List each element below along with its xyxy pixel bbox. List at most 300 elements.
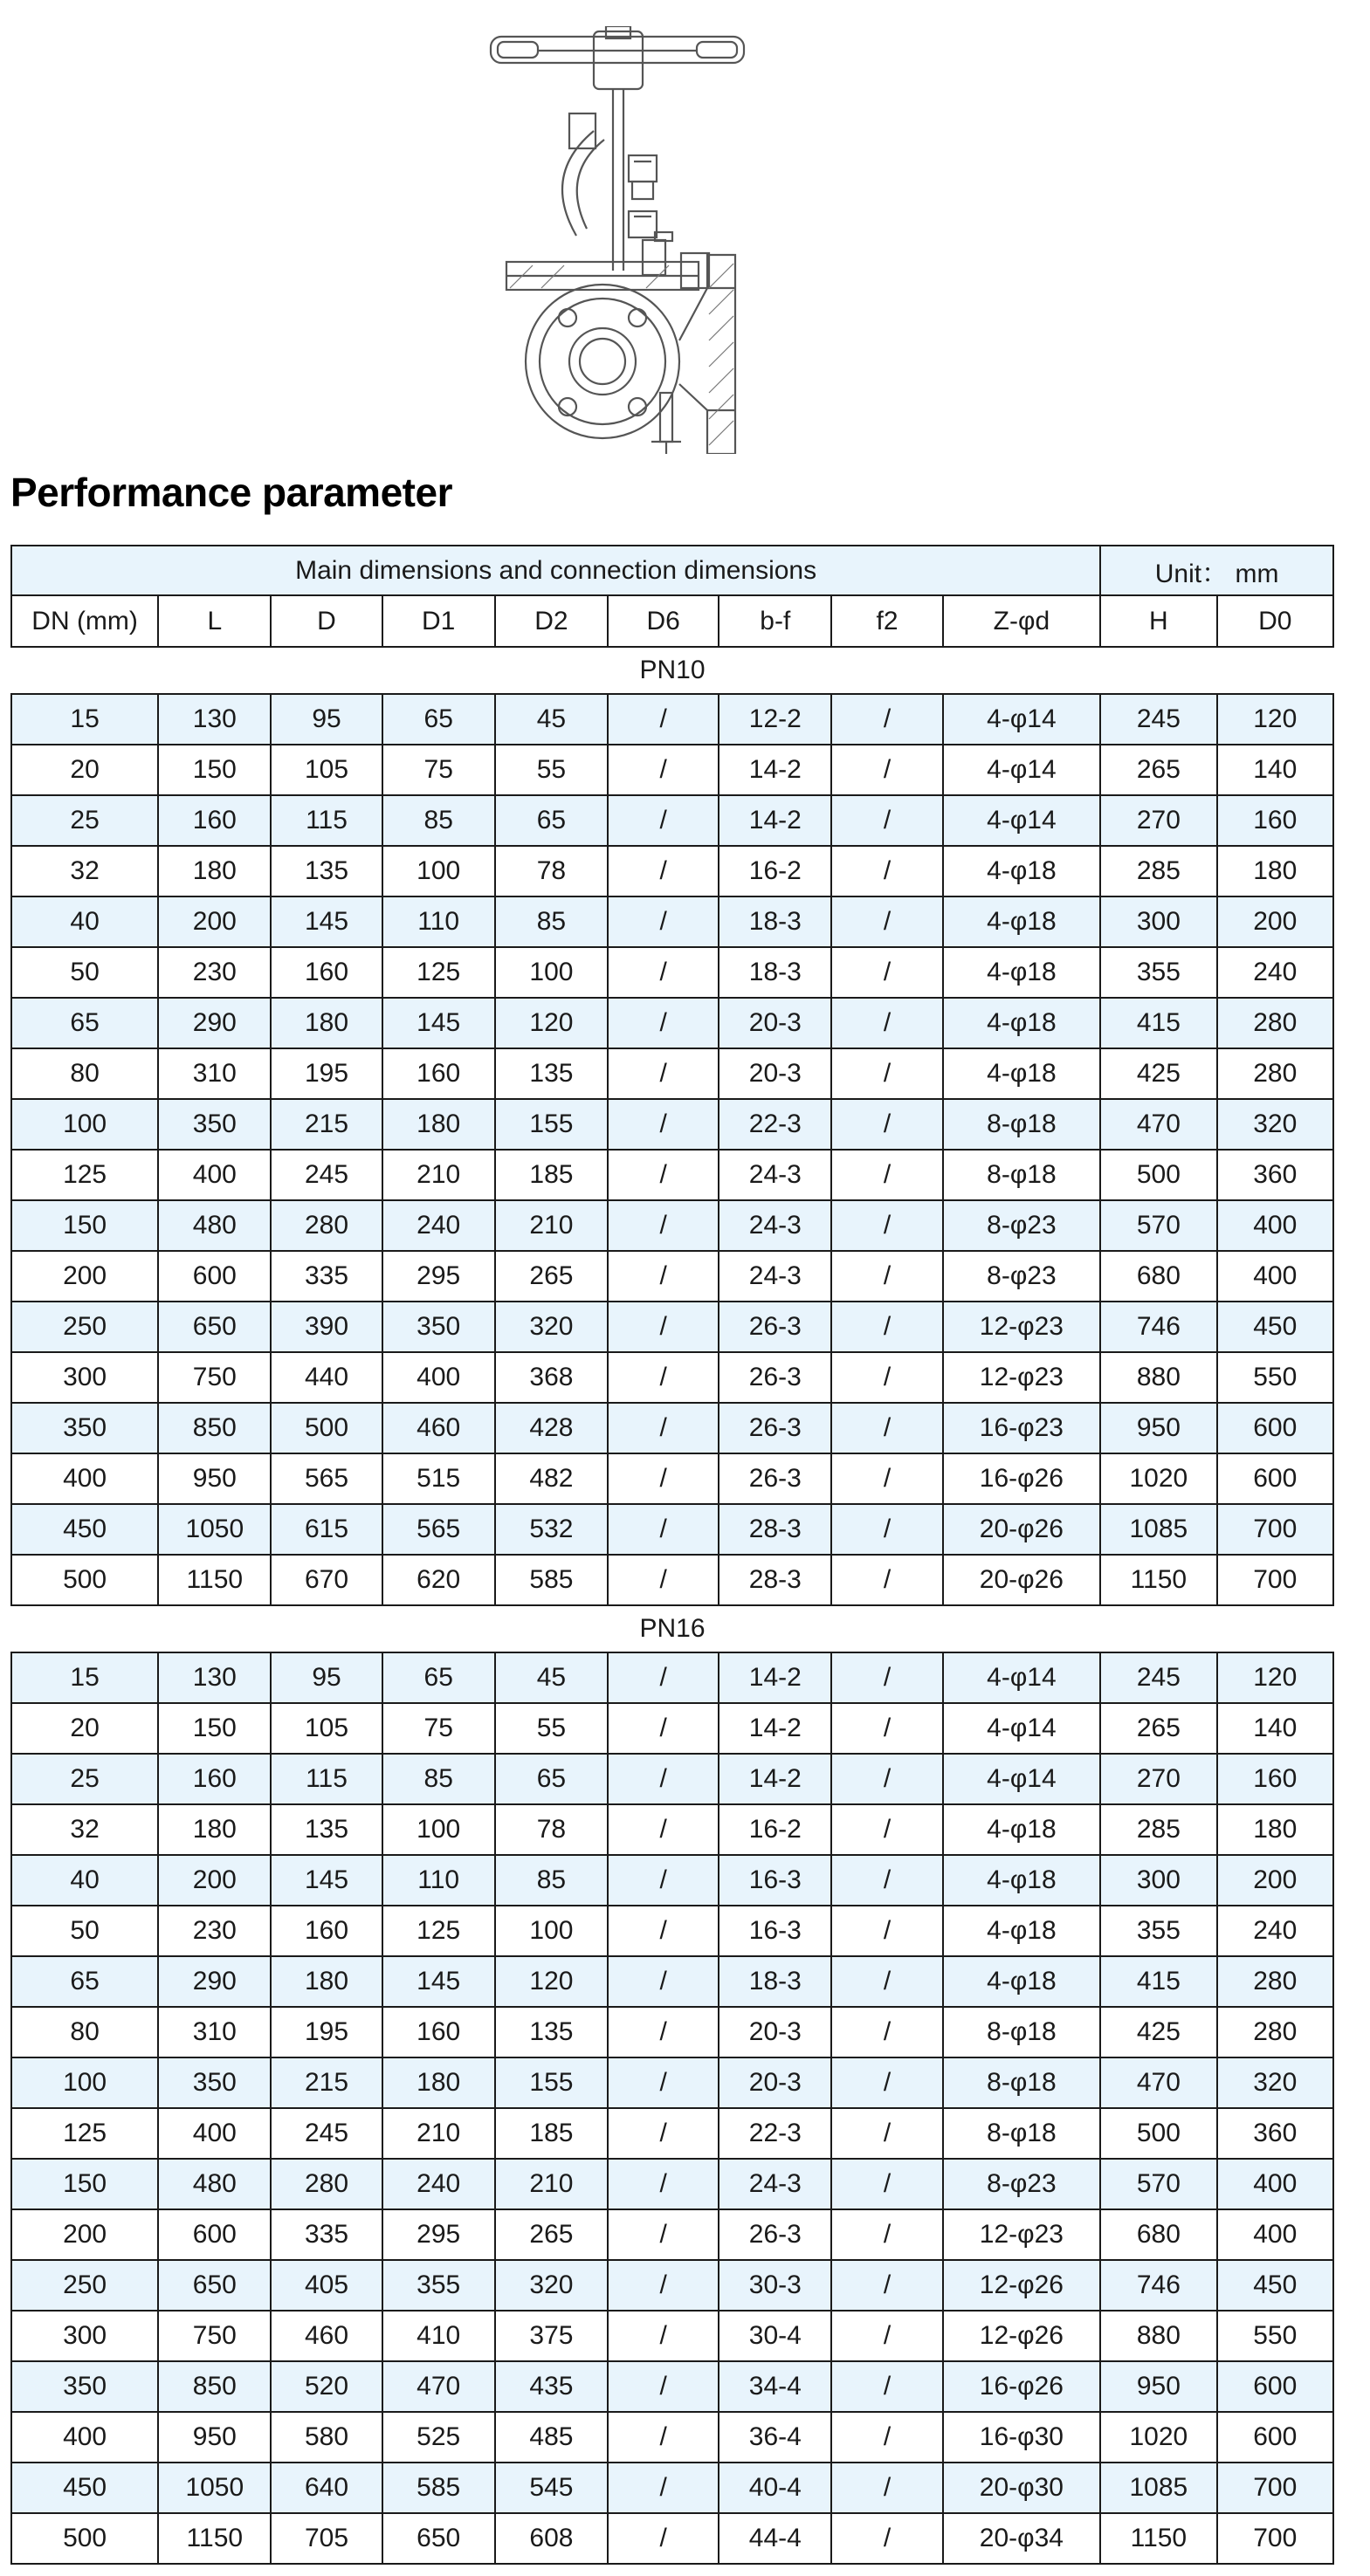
table-cell: 16-φ30 <box>943 2412 1101 2463</box>
column-header: H <box>1100 595 1216 647</box>
table-row <box>11 1453 1333 1504</box>
table-row <box>11 1048 1333 1099</box>
table-cell: 155 <box>495 1099 608 1150</box>
column-header: b-f <box>719 595 831 647</box>
table-cell: 585 <box>382 2463 495 2513</box>
table-cell: 300 <box>1100 896 1216 947</box>
table-cell: 180 <box>158 1804 271 1855</box>
table-cell: 145 <box>382 998 495 1048</box>
table-cell: 4-φ18 <box>943 1855 1101 1906</box>
table-cell: 230 <box>158 1906 271 1956</box>
table-cell: 746 <box>1100 2260 1216 2311</box>
table-cell: 480 <box>158 1200 271 1251</box>
table-cell: 485 <box>495 2412 608 2463</box>
table-cell: / <box>831 1754 942 1804</box>
table-cell: 1150 <box>1100 1555 1216 1605</box>
table-cell: 400 <box>1217 2209 1333 2260</box>
table-cell: 200 <box>158 1855 271 1906</box>
table-cell: 335 <box>271 2209 382 2260</box>
table-cell: 680 <box>1100 1251 1216 1302</box>
table-cell: 180 <box>382 2057 495 2108</box>
table-cell: 20-φ30 <box>943 2463 1101 2513</box>
table-cell: / <box>831 2513 942 2564</box>
table-cell: 650 <box>158 1302 271 1352</box>
table-cell: 600 <box>1217 2361 1333 2412</box>
table-cell: / <box>608 1504 719 1555</box>
table-cell: 4-φ18 <box>943 1048 1101 1099</box>
table-cell: 28-3 <box>719 1504 831 1555</box>
table-cell: / <box>608 1555 719 1605</box>
table-cell: 210 <box>382 1150 495 1200</box>
table-cell: 4-φ18 <box>943 896 1101 947</box>
table-cell: 160 <box>271 947 382 998</box>
table-cell: 14-2 <box>719 1703 831 1754</box>
table-cell: / <box>608 1099 719 1150</box>
table-cell: 30-4 <box>719 2311 831 2361</box>
table-cell: / <box>831 2108 942 2159</box>
table-cell: 850 <box>158 2361 271 2412</box>
table-cell: 14-2 <box>719 745 831 795</box>
table-cell: 135 <box>495 1048 608 1099</box>
table-cell: 130 <box>158 1652 271 1703</box>
table-cell: / <box>831 2412 942 2463</box>
table-cell: 80 <box>11 1048 158 1099</box>
table-cell: 640 <box>271 2463 382 2513</box>
table-cell: 130 <box>158 694 271 745</box>
table-cell: 15 <box>11 694 158 745</box>
table-row <box>11 745 1333 795</box>
table-cell: 180 <box>1217 1804 1333 1855</box>
table-cell: 240 <box>382 2159 495 2209</box>
table-cell: 280 <box>1217 2007 1333 2057</box>
table-cell: 180 <box>271 998 382 1048</box>
table-cell: 585 <box>495 1555 608 1605</box>
table-cell: 16-φ23 <box>943 1403 1101 1453</box>
table-cell: 110 <box>382 1855 495 1906</box>
column-header: D6 <box>608 595 719 647</box>
table-cell: 700 <box>1217 1504 1333 1555</box>
table-cell: 12-φ23 <box>943 1352 1101 1403</box>
table-cell: 145 <box>382 1956 495 2007</box>
table-cell: 880 <box>1100 1352 1216 1403</box>
table-cell: 12-φ23 <box>943 2209 1101 2260</box>
table-cell: / <box>608 2513 719 2564</box>
table-cell: 125 <box>11 2108 158 2159</box>
table-cell: 4-φ18 <box>943 998 1101 1048</box>
table-cell: 20-φ26 <box>943 1504 1101 1555</box>
table-cell: 300 <box>11 2311 158 2361</box>
table-cell: 310 <box>158 2007 271 2057</box>
table-cell: 26-3 <box>719 1403 831 1453</box>
table-cell: 1150 <box>1100 2513 1216 2564</box>
table-row <box>11 2361 1333 2412</box>
table-cell: 245 <box>271 2108 382 2159</box>
table-cell: 350 <box>11 2361 158 2412</box>
table-cell: 25 <box>11 795 158 846</box>
table-cell: 78 <box>495 1804 608 1855</box>
table-cell: 16-3 <box>719 1855 831 1906</box>
table-cell: / <box>608 1403 719 1453</box>
column-header: D2 <box>495 595 608 647</box>
table-cell: 125 <box>382 1906 495 1956</box>
table-cell: 245 <box>1100 1652 1216 1703</box>
table-cell: 50 <box>11 1906 158 1956</box>
table-cell: / <box>831 1150 942 1200</box>
table-cell: 280 <box>271 2159 382 2209</box>
table-cell: 20 <box>11 1703 158 1754</box>
table-cell: 4-φ18 <box>943 1906 1101 1956</box>
table-cell: / <box>831 1504 942 1555</box>
column-header: D0 <box>1217 595 1333 647</box>
table-cell: 290 <box>158 998 271 1048</box>
table-cell: 415 <box>1100 1956 1216 2007</box>
table-cell: 375 <box>495 2311 608 2361</box>
valve-drawing <box>489 26 751 454</box>
table-cell: / <box>608 1200 719 1251</box>
table-cell: 85 <box>382 795 495 846</box>
table-cell: / <box>608 2412 719 2463</box>
table-cell: 650 <box>382 2513 495 2564</box>
table-cell: 34-4 <box>719 2361 831 2412</box>
table-cell: / <box>831 2007 942 2057</box>
section-row <box>11 647 1333 694</box>
table-cell: 320 <box>1217 2057 1333 2108</box>
table-cell: 160 <box>1217 795 1333 846</box>
table-cell: 4-φ18 <box>943 846 1101 896</box>
table-row <box>11 896 1333 947</box>
table-cell: / <box>831 1804 942 1855</box>
table-cell: / <box>831 745 942 795</box>
table-cell: 950 <box>1100 1403 1216 1453</box>
table-cell: 40 <box>11 896 158 947</box>
table-cell: 480 <box>158 2159 271 2209</box>
table-cell: 240 <box>382 1200 495 1251</box>
table-cell: 24-3 <box>719 1251 831 1302</box>
table-cell: 115 <box>271 795 382 846</box>
table-cell: 18-3 <box>719 1956 831 2007</box>
table-cell: 78 <box>495 846 608 896</box>
table-cell: 65 <box>382 694 495 745</box>
table-row <box>11 1403 1333 1453</box>
table-cell: 215 <box>271 1099 382 1150</box>
table-cell: / <box>608 1855 719 1906</box>
table-cell: / <box>608 1804 719 1855</box>
table-cell: 428 <box>495 1403 608 1453</box>
table-cell: 40-4 <box>719 2463 831 2513</box>
table-cell: 12-φ26 <box>943 2260 1101 2311</box>
table-cell: 355 <box>1100 947 1216 998</box>
table-cell: 100 <box>11 1099 158 1150</box>
table-cell: 230 <box>158 947 271 998</box>
table-cell: 705 <box>271 2513 382 2564</box>
table-cell: 470 <box>1100 1099 1216 1150</box>
table-cell: 950 <box>158 1453 271 1504</box>
table-cell: 570 <box>1100 1200 1216 1251</box>
table-cell: 65 <box>495 1754 608 1804</box>
table-cell: / <box>608 795 719 846</box>
table-cell: 700 <box>1217 2463 1333 2513</box>
table-cell: 20 <box>11 745 158 795</box>
table-cell: 240 <box>1217 947 1333 998</box>
table-cell: 450 <box>11 2463 158 2513</box>
table-cell: 440 <box>271 1352 382 1403</box>
table-cell: 320 <box>1217 1099 1333 1150</box>
table-row <box>11 1906 1333 1956</box>
table-cell: 850 <box>158 1403 271 1453</box>
table-cell: 700 <box>1217 1555 1333 1605</box>
table-cell: 650 <box>158 2260 271 2311</box>
table-cell: / <box>608 1302 719 1352</box>
table-cell: 95 <box>271 694 382 745</box>
table-row <box>11 1200 1333 1251</box>
table-cell: 105 <box>271 745 382 795</box>
table-cell: 100 <box>382 846 495 896</box>
table-cell: 4-φ14 <box>943 745 1101 795</box>
table-row <box>11 947 1333 998</box>
table-cell: 1050 <box>158 1504 271 1555</box>
table-cell: 460 <box>382 1403 495 1453</box>
table-cell: / <box>608 1956 719 2007</box>
table-cell: 55 <box>495 745 608 795</box>
table-cell: 210 <box>495 2159 608 2209</box>
section-label: PN16 <box>11 1605 1333 1652</box>
table-cell: 360 <box>1217 1150 1333 1200</box>
table-cell: / <box>831 1956 942 2007</box>
table-cell: 150 <box>11 1200 158 1251</box>
table-cell: 185 <box>495 2108 608 2159</box>
table-cell: 400 <box>382 1352 495 1403</box>
table-cell: 140 <box>1217 1703 1333 1754</box>
table-cell: / <box>608 2463 719 2513</box>
table-cell: 4-φ18 <box>943 1956 1101 2007</box>
table-row <box>11 1804 1333 1855</box>
table-cell: 500 <box>1100 1150 1216 1200</box>
table-cell: 425 <box>1100 2007 1216 2057</box>
table-cell: 20-3 <box>719 2007 831 2057</box>
table-cell: 16-2 <box>719 846 831 896</box>
table-cell: 1150 <box>158 1555 271 1605</box>
table-cell: 195 <box>271 2007 382 2057</box>
table-cell: 265 <box>495 2209 608 2260</box>
table-cell: / <box>608 2159 719 2209</box>
table-cell: / <box>608 2260 719 2311</box>
table-cell: 145 <box>271 1855 382 1906</box>
table-row <box>11 1652 1333 1703</box>
table-cell: 110 <box>382 896 495 947</box>
table-row <box>11 2007 1333 2057</box>
table-cell: 280 <box>1217 1956 1333 2007</box>
table-cell: 368 <box>495 1352 608 1403</box>
table-cell: 410 <box>382 2311 495 2361</box>
table-cell: 8-φ18 <box>943 1099 1101 1150</box>
table-cell: 4-φ14 <box>943 1652 1101 1703</box>
table-cell: 120 <box>495 998 608 1048</box>
table-cell: 600 <box>158 1251 271 1302</box>
table-cell: 285 <box>1100 846 1216 896</box>
table-cell: 250 <box>11 2260 158 2311</box>
table-cell: 350 <box>158 1099 271 1150</box>
table-cell: 8-φ18 <box>943 2057 1101 2108</box>
table-cell: 140 <box>1217 745 1333 795</box>
table-cell: 4-φ14 <box>943 1703 1101 1754</box>
table-cell: 750 <box>158 1352 271 1403</box>
page-title: Performance parameter <box>10 470 452 515</box>
table-row <box>11 1251 1333 1302</box>
table-cell: 470 <box>382 2361 495 2412</box>
table-cell: 18-3 <box>719 947 831 998</box>
table-cell: 500 <box>11 2513 158 2564</box>
table-cell: / <box>831 1703 942 1754</box>
table-cell: 28-3 <box>719 1555 831 1605</box>
table-cell: / <box>831 2311 942 2361</box>
table-cell: / <box>831 1352 942 1403</box>
table-cell: / <box>831 1652 942 1703</box>
table-cell: 355 <box>1100 1906 1216 1956</box>
table-cell: 310 <box>158 1048 271 1099</box>
table-cell: 120 <box>1217 694 1333 745</box>
table-cell: 280 <box>271 1200 382 1251</box>
table-cell: 265 <box>1100 1703 1216 1754</box>
table-cell: 85 <box>495 1855 608 1906</box>
table-cell: / <box>831 947 942 998</box>
table-cell: 160 <box>382 1048 495 1099</box>
table-cell: / <box>831 795 942 846</box>
table-cell: / <box>608 1453 719 1504</box>
table-cell: 746 <box>1100 1302 1216 1352</box>
table-cell: 320 <box>495 2260 608 2311</box>
table-row <box>11 2463 1333 2513</box>
table-cell: 100 <box>495 947 608 998</box>
table-row <box>11 2412 1333 2463</box>
table-cell: / <box>608 1150 719 1200</box>
table-cell: 4-φ14 <box>943 1754 1101 1804</box>
table-cell: 36-4 <box>719 2412 831 2463</box>
table-cell: / <box>608 1652 719 1703</box>
table-cell: 525 <box>382 2412 495 2463</box>
table-row <box>11 1855 1333 1906</box>
table-cell: 44-4 <box>719 2513 831 2564</box>
table-cell: 125 <box>11 1150 158 1200</box>
table-cell: 290 <box>158 1956 271 2007</box>
table-cell: 26-3 <box>719 1453 831 1504</box>
table-cell: 210 <box>382 2108 495 2159</box>
table-cell: 600 <box>1217 1403 1333 1453</box>
table-cell: / <box>608 2057 719 2108</box>
column-header: DN (mm) <box>11 595 158 647</box>
table-cell: 14-2 <box>719 1754 831 1804</box>
table-cell: 16-φ26 <box>943 2361 1101 2412</box>
unit-label: Unit： mm <box>1100 546 1333 595</box>
table-row <box>11 2311 1333 2361</box>
table-cell: / <box>608 2361 719 2412</box>
column-header: f2 <box>831 595 942 647</box>
table-cell: 950 <box>1100 2361 1216 2412</box>
table-cell: / <box>831 2260 942 2311</box>
table-cell: 32 <box>11 1804 158 1855</box>
table-cell: 580 <box>271 2412 382 2463</box>
dimensions-table <box>10 545 1334 2565</box>
table-cell: / <box>608 745 719 795</box>
table-cell: 950 <box>158 2412 271 2463</box>
table-cell: 400 <box>11 2412 158 2463</box>
table-row <box>11 1302 1333 1352</box>
table-cell: 26-3 <box>719 1352 831 1403</box>
table-cell: 135 <box>271 846 382 896</box>
table-cell: / <box>608 1703 719 1754</box>
table-cell: 8-φ23 <box>943 1251 1101 1302</box>
table-cell: 350 <box>382 1302 495 1352</box>
table-row <box>11 1150 1333 1200</box>
table-cell: 12-2 <box>719 694 831 745</box>
table-row <box>11 846 1333 896</box>
table-cell: 425 <box>1100 1048 1216 1099</box>
table-cell: 100 <box>495 1906 608 1956</box>
table-cell: 355 <box>382 2260 495 2311</box>
table-cell: 570 <box>1100 2159 1216 2209</box>
table-row <box>11 1703 1333 1754</box>
table-cell: 460 <box>271 2311 382 2361</box>
table-cell: / <box>608 2311 719 2361</box>
table-cell: 24-3 <box>719 1200 831 1251</box>
table-cell: 15 <box>11 1652 158 1703</box>
table-cell: 65 <box>11 998 158 1048</box>
table-cell: 400 <box>158 2108 271 2159</box>
table-cell: 85 <box>382 1754 495 1804</box>
table-cell: 22-3 <box>719 2108 831 2159</box>
table-cell: 265 <box>495 1251 608 1302</box>
table-cell: 8-φ18 <box>943 2007 1101 2057</box>
table-cell: 150 <box>11 2159 158 2209</box>
table-cell: 26-3 <box>719 1302 831 1352</box>
table-cell: 350 <box>11 1403 158 1453</box>
table-cell: / <box>608 1754 719 1804</box>
table-row <box>11 2159 1333 2209</box>
table-cell: 1050 <box>158 2463 271 2513</box>
table-row <box>11 694 1333 745</box>
table-cell: / <box>608 1251 719 1302</box>
table-cell: 8-φ18 <box>943 2108 1101 2159</box>
table-cell: 75 <box>382 1703 495 1754</box>
table-cell: 65 <box>495 795 608 846</box>
table-cell: 20-φ34 <box>943 2513 1101 2564</box>
table-cell: 200 <box>1217 896 1333 947</box>
table-cell: 30-3 <box>719 2260 831 2311</box>
table-cell: 20-φ26 <box>943 1555 1101 1605</box>
table-row <box>11 2108 1333 2159</box>
table-row <box>11 2057 1333 2108</box>
table-cell: 200 <box>11 2209 158 2260</box>
table-cell: 245 <box>271 1150 382 1200</box>
section-label: PN10 <box>11 647 1333 694</box>
table-cell: 600 <box>1217 2412 1333 2463</box>
table-cell: / <box>608 694 719 745</box>
table-cell: 180 <box>1217 846 1333 896</box>
table-cell: 200 <box>158 896 271 947</box>
table-cell: 270 <box>1100 795 1216 846</box>
table-cell: 45 <box>495 694 608 745</box>
table-cell: 105 <box>271 1703 382 1754</box>
table-cell: 160 <box>158 1754 271 1804</box>
table-cell: / <box>608 896 719 947</box>
table-cell: 4-φ18 <box>943 947 1101 998</box>
table-cell: 1085 <box>1100 1504 1216 1555</box>
table-cell: 285 <box>1100 1804 1216 1855</box>
table-cell: 415 <box>1100 998 1216 1048</box>
table-cell: / <box>608 2108 719 2159</box>
table-cell: 16-2 <box>719 1804 831 1855</box>
table-cell: 608 <box>495 2513 608 2564</box>
column-header-row <box>11 595 1333 647</box>
